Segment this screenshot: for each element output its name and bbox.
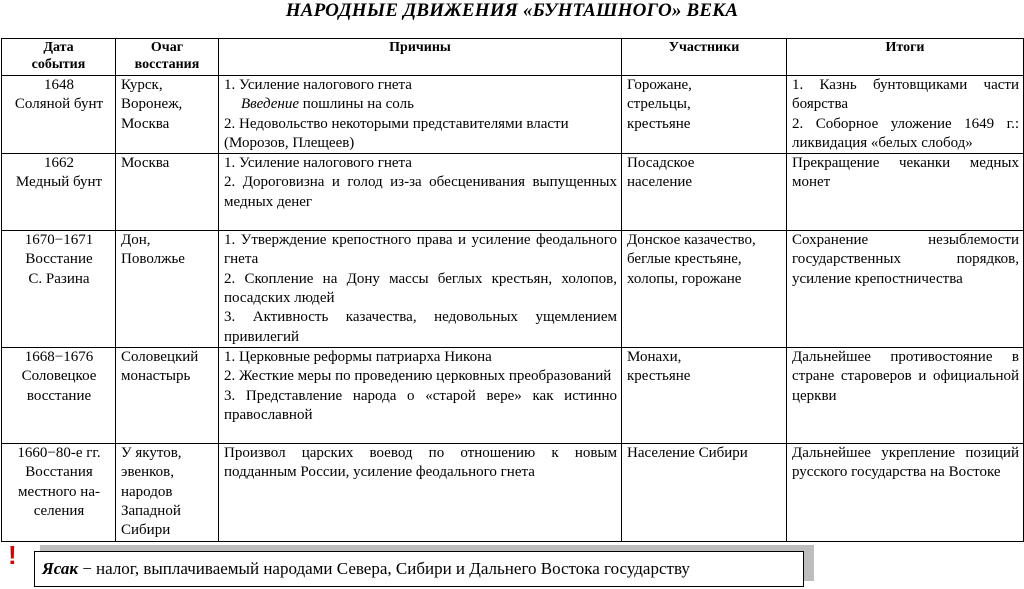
cell-reasons: 1. Церковные реформы патриарха Никона 2. Жесткие меры по проведению церковных преобразований 3. Представление народа о «старой вере» как истинно православной — [219, 347, 622, 443]
cell-date: 1662 Медный бунт — [2, 154, 116, 231]
page-title: НАРОДНЫЕ ДВИЖЕНИЯ «БУНТАШНОГО» ВЕКА — [285, 0, 739, 21]
exclamation-icon: ! — [8, 540, 17, 570]
cell-place: Курск, Воронеж, Москва — [116, 76, 219, 154]
cell-date: 1668−1676 Соловецкое восстание — [2, 347, 116, 443]
uprisings-table — [1, 38, 1024, 542]
cell-place: У якутов, эвенков, народов Западной Сибири — [116, 443, 219, 541]
cell-participants: Горожане, стрельцы, крестьяне — [622, 76, 787, 154]
cell-reasons: Произвол царских воевод по отношению к новым подданным России, усиление феодального гнета — [219, 443, 622, 541]
cell-participants: Донское казачество, беглые крестьяне, холопы, горожане — [622, 231, 787, 348]
cell-results: Дальнейшее противостояние в стране староверов и официальной церкви — [787, 347, 1024, 443]
cell-place: Соловецкий монастырь — [116, 347, 219, 443]
note-dash: − — [77, 559, 97, 578]
cell-results: Прекращение чеканки медных монет — [787, 154, 1024, 231]
header-participants: Участники — [622, 39, 787, 76]
cell-place: Дон, Поволжье — [116, 231, 219, 348]
header-place: Очаг восстания — [116, 39, 219, 76]
table-row — [2, 231, 1024, 348]
cell-results: 1. Казнь бунтовщиками части боярства 2. Соборное уложение 1649 г.: ликвидация «белых слобод» — [787, 76, 1024, 154]
definition-note — [34, 551, 804, 587]
cell-participants: Посадское население — [622, 154, 787, 231]
table-row — [2, 154, 1024, 231]
table-header-row — [2, 39, 1024, 76]
cell-date: 1660−80-е гг. Восстания местного на- селения — [2, 443, 116, 541]
header-reasons: Причины — [219, 39, 622, 76]
table-row — [2, 443, 1024, 541]
cell-participants: Монахи, крестьяне — [622, 347, 787, 443]
cell-results: Дальнейшее укрепление позиций русского государства на Востоке — [787, 443, 1024, 541]
cell-reasons: 1. Усиление налогового гнета Введение пошлины на соль 2. Недовольство некоторыми представителями власти (Морозов, Плещеев) — [219, 76, 622, 154]
table-row — [2, 76, 1024, 154]
cell-date: 1670−1671 Восстание С. Разина — [2, 231, 116, 348]
cell-reasons: 1. Утверждение крепостного права и усиление феодального гнета 2. Скопление на Дону массы беглых крестьян, холопов, посадских людей 3. Активность казачества, недовольных ущемлением привилегий — [219, 231, 622, 348]
header-date: Дата события — [2, 39, 116, 76]
cell-date: 1648 Соляной бунт — [2, 76, 116, 154]
note-term: Ясак — [42, 559, 78, 578]
cell-place: Москва — [116, 154, 219, 231]
cell-results: Сохранение незыблемости государственных порядков, усиление крепостничества — [787, 231, 1024, 348]
table-row — [2, 347, 1024, 443]
header-results: Итоги — [787, 39, 1024, 76]
note-definition: налог, выплачиваемый народами Севера, Сибири и Дальнего Востока государству — [96, 559, 690, 578]
cell-reasons: 1. Усиление налогового гнета 2. Дороговизна и голод из-за обесценивания выпущенных медных денег — [219, 154, 622, 231]
cell-participants: Население Сибири — [622, 443, 787, 541]
